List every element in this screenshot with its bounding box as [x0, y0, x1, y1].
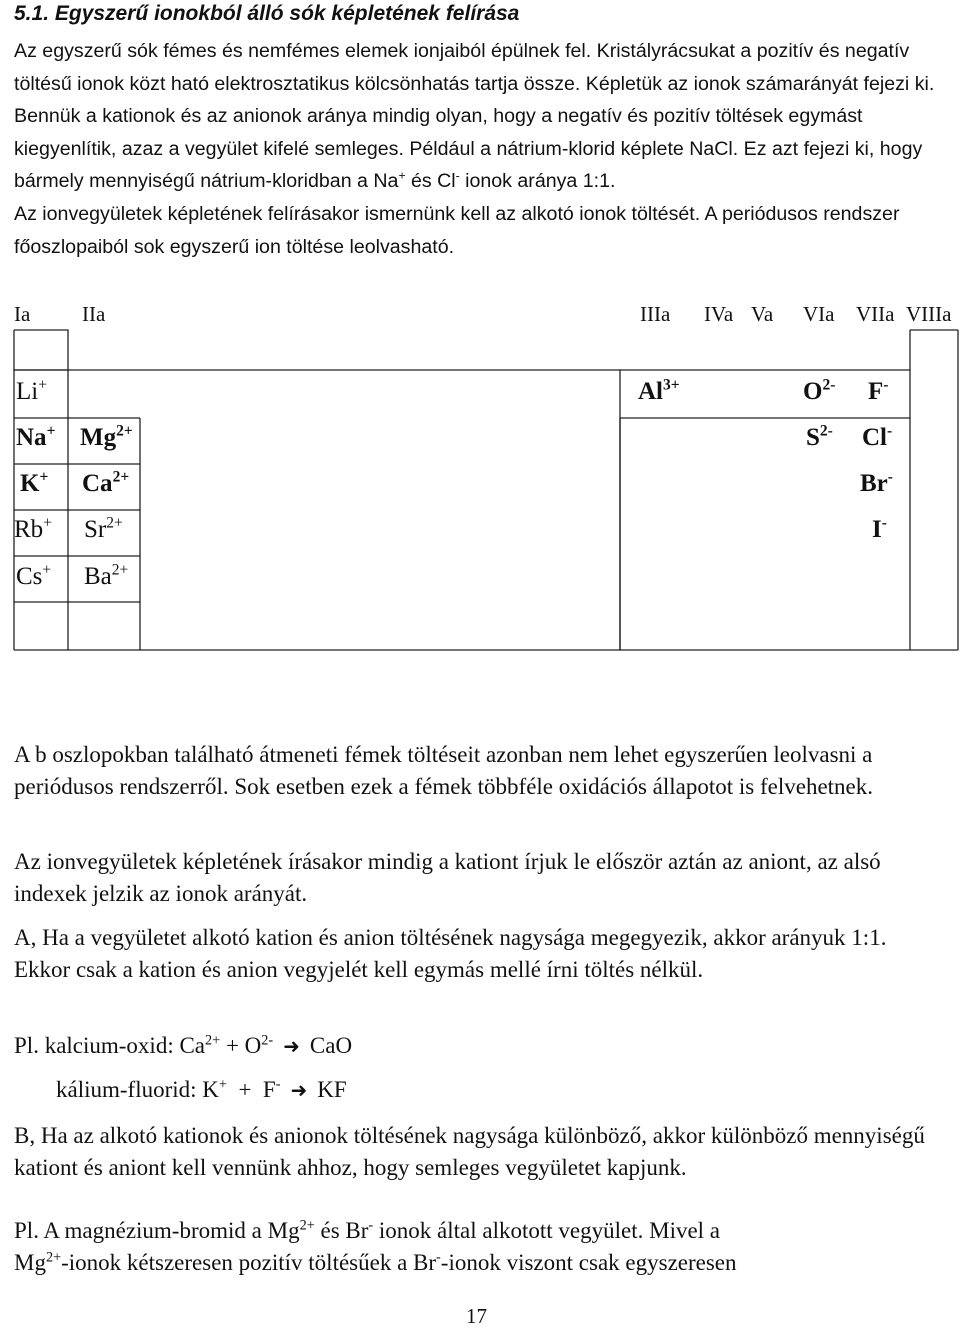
ion-sr: $Sr^{2+}$	[84, 514, 123, 543]
ion-mg: $Mg^{2+}$	[80, 422, 133, 451]
ion-cs: Cs+	[16, 561, 52, 590]
group-label-ia: Ia	[14, 302, 31, 326]
ion-i: I-	[872, 514, 887, 543]
reaction-arrow-icon: ➜	[283, 1036, 300, 1058]
group-label-iiia: IIIa	[640, 302, 671, 326]
cl-charge: -	[455, 168, 460, 183]
ion-s: $S^{2-}$	[806, 422, 833, 451]
group-label-iva: IVa	[704, 302, 734, 326]
ion-o: $O^{2-}$	[803, 376, 836, 405]
ion-li: Li+	[16, 376, 47, 405]
intro-text: és Cl	[405, 170, 456, 193]
example-calcium-oxide: Pl. kalcium-oxid: $Ca^{2+} + O^{2-}$ ➜ CaO	[14, 1031, 352, 1062]
transition-metals-paragraph: A b oszlopokban található átmeneti fémek töltéseit azonban nem lehet egyszerűen leolvasni a periódusos rendszerről. Sok esetben ezek a fémek többféle oxidációs állapotot is felvehetnek.	[14, 742, 874, 799]
ion-k: K+	[20, 468, 49, 497]
ion-f: F-	[868, 376, 889, 405]
group-label-viiia: VIIIa	[906, 302, 952, 326]
ion-cl: Cl-	[862, 422, 893, 451]
ion-rb: Rb+	[14, 514, 52, 543]
example-potassium-fluoride: kálium-fluorid: K+ + F- ➜ KF	[56, 1075, 347, 1106]
reaction-arrow-icon: ➜	[290, 1080, 308, 1102]
ion-al: $Al^{3+}$	[638, 376, 680, 405]
section-title: 5.1. Egyszerű ionokból álló sók képletének felírása	[14, 2, 520, 25]
intro-text: Az egyszerű sók fémes és nemfémes elemek ionjaiból épülnek fel. Kristályrácsukat a pozitív és negatív töltésű ionok közt ható elektrosztatikus kölcsönhatás tartja össze. Képletük az ionok számarányát fejezi ki. Bennük a kationok és az anionok aránya mindig olyan, hogy a negatív és pozitív töltések egymást kiegyenlítik, azaz a vegyület kifelé semleges. Például a nátrium-klorid képlete NaCl. Ez azt fejezi ki, hogy bármely mennyiségű nátrium-kloridban a Na	[14, 40, 935, 193]
case-b-paragraph: B, Ha az alkotó kationok és anionok töltésének nagysága különböző, akkor különböző mennyiségű kationt és aniont kell vennünk ahhoz, hogy semleges vegyületet kapjunk.	[14, 1123, 925, 1180]
group-label-iia: IIa	[82, 302, 106, 326]
formula-order-paragraph: Az ionvegyületek képletének írásakor mindig a kationt írjuk le először aztán az aniont, az alsó indexek jelzik az ionok arányát.	[14, 849, 881, 906]
case-a-paragraph: A, Ha a vegyületet alkotó kation és anion töltésének nagysága megegyezik, akkor arányuk 1:1. Ekkor csak a kation és anion vegyjelét kell egymás mellé írni töltés nélkül.	[14, 925, 887, 982]
na-charge: +	[398, 168, 406, 183]
intro-text: ionok aránya 1:1.	[459, 170, 616, 193]
ion-br: Br-	[860, 468, 893, 497]
ion-ca: $Ca^{2+}$	[82, 468, 130, 497]
magnesium-bromide-paragraph: Pl. A magnézium-bromid a $Mg^{2+}$ és Br- ionok által alkotott vegyület. Mivel a $Mg^{2+}$-ionok kétszeresen pozitív töltésűek a Br--ionok viszont csak egyszeresen	[14, 1217, 737, 1275]
group-label-via: VIa	[803, 302, 835, 326]
ion-na: Na+	[16, 422, 56, 451]
group-label-va: Va	[751, 302, 774, 326]
group-label-viia: VIIa	[856, 302, 895, 326]
intro-text: Az ionvegyületek képletének felírásakor ismernünk kell az alkotó ionok töltését. A periódusos rendszer főoszlopaiból sok egyszerű ion töltése leolvasható.	[14, 202, 900, 258]
page-number: 17	[466, 1304, 487, 1328]
ion-ba: $Ba^{2+}$	[84, 561, 129, 590]
